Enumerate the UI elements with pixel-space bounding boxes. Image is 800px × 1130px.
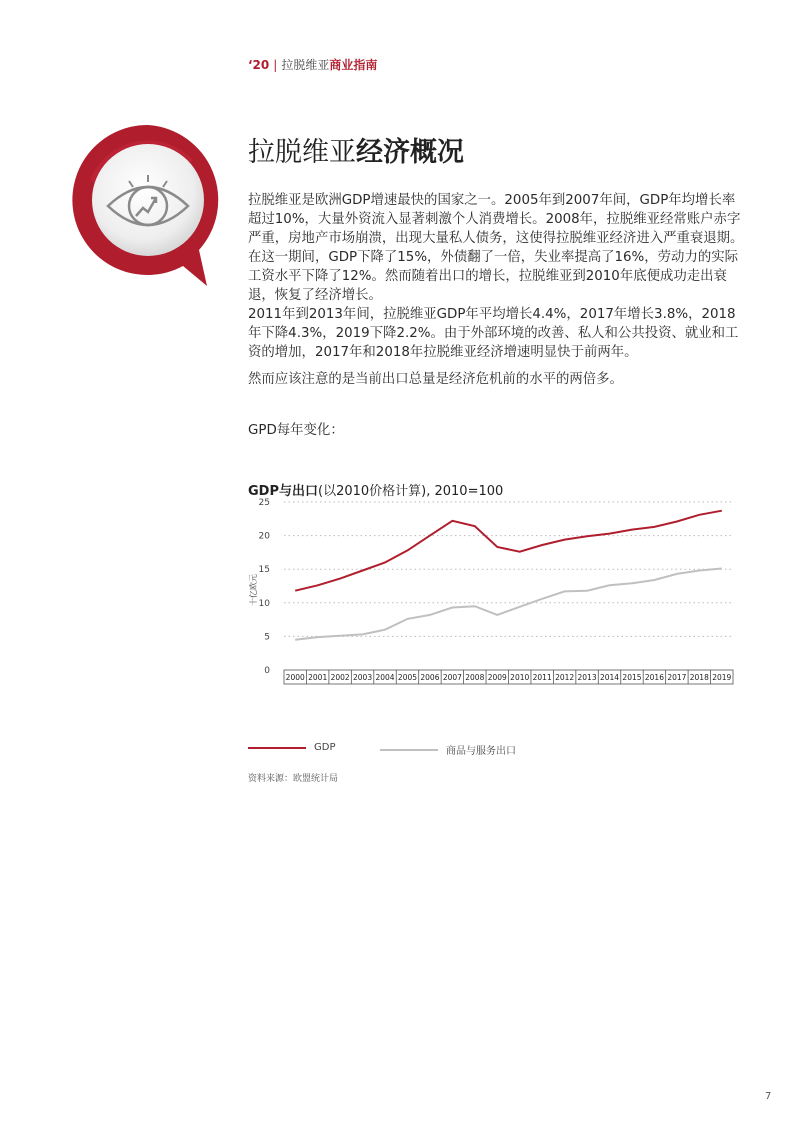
- gdp-export-chart: [240, 495, 760, 695]
- paragraph-2: 2011年到2013年间，拉脱维亚GDP年平均增长4.4%，2017年增长3.8%，2018年下降4.3%，2019下降2.2%。由于外部环境的改善、私人和公共投资、就业和工资的增加，2017年和2018年拉脱维亚经济增速明显快于前两年。: [248, 307, 739, 360]
- chart-legend: [248, 742, 748, 758]
- x-tick-label: 2011: [532, 673, 552, 682]
- legend-item-gdp: [248, 742, 335, 753]
- y-axis-label: 十亿欧元: [249, 574, 258, 606]
- header-bold: 商业指南: [329, 58, 378, 72]
- y-tick-label: 5: [264, 632, 270, 643]
- page-number: 7: [765, 1091, 772, 1102]
- chart-title-rest: (以2010价格计算), 2010=100: [318, 484, 504, 499]
- title-prefix: 拉脱维亚: [248, 137, 356, 168]
- section-label: GPD每年变化：: [248, 423, 344, 438]
- y-tick-label: 0: [264, 666, 270, 676]
- x-tick-label: 2012: [555, 673, 575, 682]
- legend-label-exports: 商品与服务出口: [446, 746, 516, 757]
- title-bold: 经济概况: [356, 137, 464, 168]
- legend-item-exports: [380, 742, 516, 757]
- eye-chart-icon: [68, 120, 228, 290]
- chart-title-bold: GDP与出口: [248, 484, 318, 499]
- x-tick-label: 2018: [689, 673, 709, 682]
- x-tick-label: 2008: [465, 673, 485, 682]
- y-tick-label: 15: [258, 565, 270, 576]
- source-note: 资料来源：欧盟统计局: [248, 774, 339, 784]
- y-tick-label: 10: [258, 598, 270, 609]
- legend-swatch-exports: [380, 749, 438, 751]
- header-prefix: 拉脱维亚: [281, 58, 330, 72]
- x-tick-label: 2019: [712, 673, 732, 682]
- x-tick-label: 2010: [510, 673, 530, 682]
- page-title: [248, 130, 464, 169]
- series-line-exports: [295, 569, 722, 640]
- x-tick-label: 2001: [308, 673, 328, 682]
- y-tick-label: 25: [258, 498, 270, 508]
- x-tick-label: 2005: [397, 673, 418, 682]
- header-separator: |: [273, 58, 278, 72]
- x-tick-label: 2014: [599, 673, 620, 682]
- x-tick-label: 2013: [577, 673, 597, 682]
- legend-label-gdp: GDP: [314, 742, 336, 753]
- x-tick-label: 2004: [375, 673, 395, 682]
- x-tick-label: 2003: [353, 673, 373, 682]
- header-year: ‘20: [248, 58, 270, 72]
- legend-swatch-gdp: [248, 747, 306, 749]
- x-tick-label: 2000: [285, 673, 305, 682]
- paragraph-1: 拉脱维亚是欧洲GDP增速最快的国家之一。2005年到2007年间，GDP年均增长率超过10%，大量外资流入显著刺激个人消费增长。2008年，拉脱维亚经常账户赤字严重，房地产市场崩溃，出现大量私人债务，这使得拉脱维亚经济进入严重衰退期。在这一期间，GDP下降了15%，外债翻了一倍，失业率提高了16%，劳动力的实际工资水平下降了12%。然而随着出口的增长，拉脱维亚到2010年底便成功走出衰退，恢复了经济增长。: [248, 193, 744, 303]
- x-tick-label: 2002: [330, 673, 350, 682]
- x-tick-label: 2016: [644, 673, 664, 682]
- page-header: [248, 56, 377, 73]
- paragraph-3: 然而应该注意的是当前出口总量是经济危机前的水平的两倍多。: [248, 372, 623, 387]
- y-tick-label: 20: [258, 531, 270, 542]
- x-tick-label: 2015: [622, 673, 642, 682]
- x-tick-label: 2009: [487, 673, 507, 682]
- x-tick-label: 2017: [667, 673, 687, 682]
- x-tick-label: 2007: [442, 673, 462, 682]
- x-tick-label: 2006: [420, 673, 440, 682]
